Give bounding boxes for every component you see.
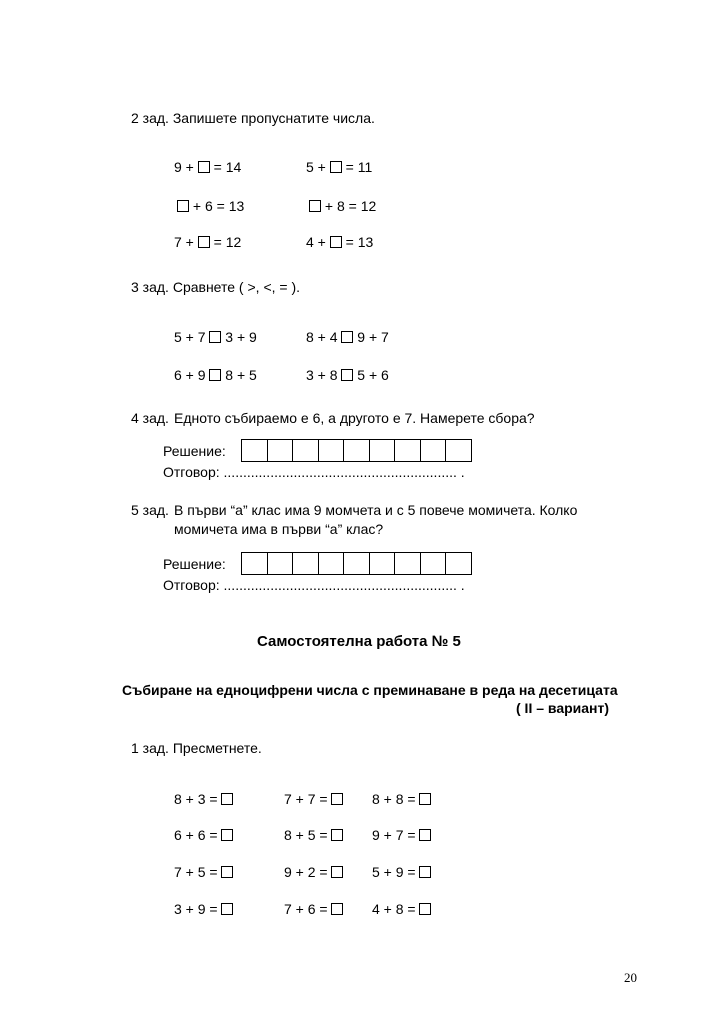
answer-box[interactable] [221,866,233,878]
task2-eq-2-1: + 6 = 13 [177,198,244,214]
task1-eq: 9 + 7 = [372,827,431,843]
task2-eq-1-2: 5 + = 11 [306,159,373,175]
task4-number: 4 зад. [131,410,169,426]
answer-box[interactable] [419,866,431,878]
answer-box[interactable] [198,161,210,173]
section-variant: ( II – вариант) [516,700,610,716]
task1-eq: 3 + 9 = [174,901,233,917]
answer-box[interactable] [331,866,343,878]
task1-eq: 7 + 7 = [284,791,343,807]
task5-solution-grid[interactable] [241,552,472,575]
section-subtitle: Събиране на едноцифрени числа с преминаване в реда на десетицата [122,682,618,698]
answer-box[interactable] [177,200,189,212]
task3-cmp-2-1: 6 + 9 8 + 5 [174,367,257,383]
answer-box[interactable] [221,793,233,805]
task5-answer-line[interactable]: Отговор: ............................................................ . [163,577,465,593]
answer-box[interactable] [309,200,321,212]
task2-eq-2-2: + 8 = 12 [309,198,376,214]
answer-box[interactable] [330,236,342,248]
answer-box[interactable] [419,903,431,915]
task1-eq: 8 + 8 = [372,791,431,807]
task4-answer-line[interactable]: Отговор: ............................................................ . [163,464,465,480]
task1-eq: 5 + 9 = [372,864,431,880]
page-number: 20 [624,970,637,985]
task3-heading: 3 зад. Сравнете ( >, <, = ). [131,279,301,295]
task1-eq: 9 + 2 = [284,864,343,880]
task3-cmp-2-2: 3 + 8 5 + 6 [306,367,389,383]
task4-solution-grid[interactable] [241,439,472,462]
answer-box[interactable] [419,829,431,841]
section-title: Самостоятелна работа № 5 [257,633,461,650]
task4-text: Едното събираемо е 6, а другото е 7. Намерете сбора? [174,410,535,426]
answer-box[interactable] [331,793,343,805]
task1-eq: 7 + 5 = [174,864,233,880]
task1-eq: 7 + 6 = [284,901,343,917]
answer-box[interactable] [198,236,210,248]
task3-cmp-1-2: 8 + 4 9 + 7 [306,329,389,345]
task2-eq-3-1: 7 + = 12 [174,234,242,250]
task3-cmp-1-1: 5 + 7 3 + 9 [174,329,257,345]
answer-box[interactable] [221,903,233,915]
task5-solution-label: Решение: [163,556,226,572]
task2-eq-3-2: 4 + = 13 [306,234,374,250]
task1-heading: 1 зад. Пресметнете. [131,740,262,756]
compare-box[interactable] [341,331,353,343]
task5-text-line2: момичета има в първи “а” клас? [174,521,384,537]
task1-eq: 6 + 6 = [174,827,233,843]
task5-text-line1: В първи “а” клас има 9 момчета и с 5 повече момичета. Колко [174,502,578,518]
task2-heading: 2 зад. Запишете пропуснатите числа. [131,110,375,126]
task5-number: 5 зад. [131,502,169,518]
answer-box[interactable] [331,829,343,841]
task1-eq: 8 + 5 = [284,827,343,843]
task4-solution-label: Решение: [163,443,226,459]
answer-box[interactable] [331,903,343,915]
compare-box[interactable] [341,369,353,381]
answer-box[interactable] [330,161,342,173]
compare-box[interactable] [209,369,221,381]
answer-box[interactable] [419,793,431,805]
compare-box[interactable] [209,331,221,343]
task1-eq: 8 + 3 = [174,791,233,807]
task2-eq-1-1: 9 + = 14 [174,159,242,175]
answer-box[interactable] [221,829,233,841]
task1-eq: 4 + 8 = [372,901,431,917]
